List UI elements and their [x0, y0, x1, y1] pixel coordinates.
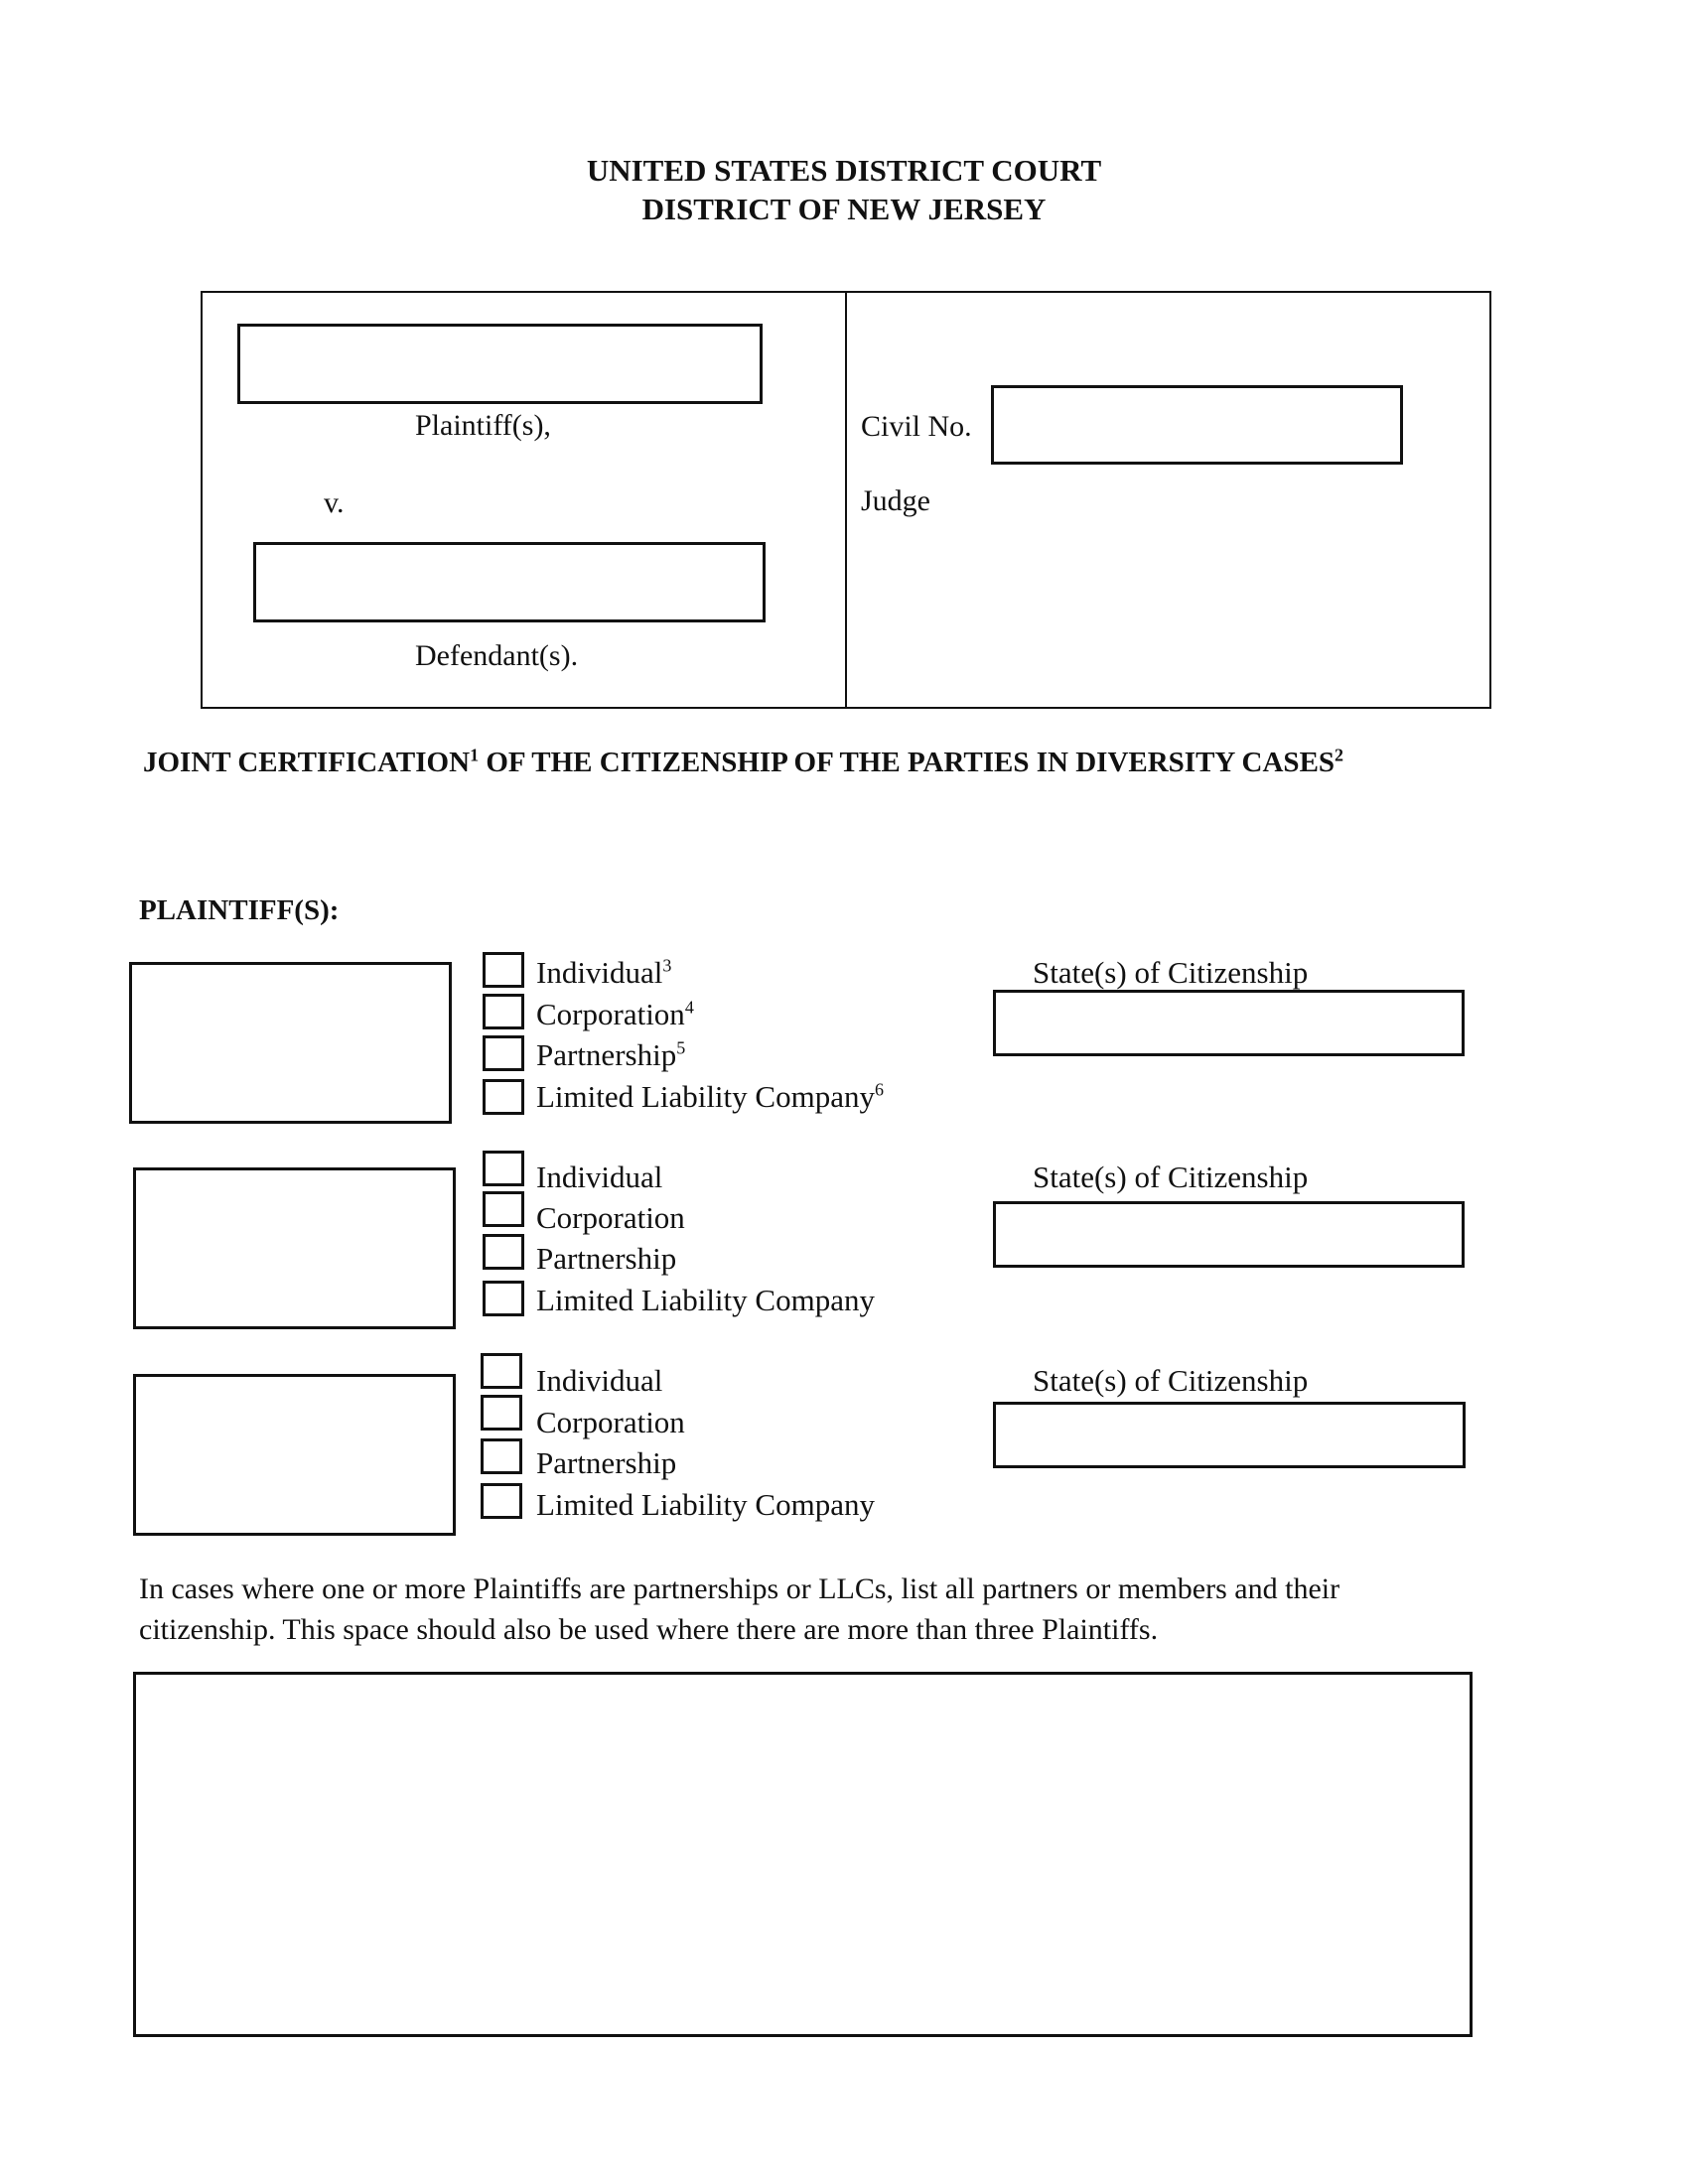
- plaintiff-1-name-field[interactable]: [129, 962, 452, 1124]
- plaintiff-3-corporation-checkbox[interactable]: [481, 1395, 522, 1431]
- plaintiff-2-name-field[interactable]: [133, 1167, 456, 1329]
- plaintiff-3-individual-checkbox[interactable]: [481, 1353, 522, 1389]
- civil-no-label: Civil No.: [861, 410, 972, 443]
- option-text: Limited Liability Company: [536, 1079, 875, 1114]
- plaintiff-1-partnership-checkbox[interactable]: [483, 1035, 524, 1071]
- option-text: Individual: [536, 955, 663, 990]
- footnote-1: 1: [470, 745, 480, 765]
- civil-no-field[interactable]: [991, 385, 1403, 465]
- plaintiff-1-llc-label: [536, 1079, 884, 1115]
- plaintiff-2-individual-checkbox[interactable]: [483, 1151, 524, 1186]
- court-district: DISTRICT OF NEW JERSEY: [641, 192, 1047, 226]
- plaintiff-2-partnership-label: Partnership: [536, 1241, 677, 1276]
- plaintiff-2-citizenship-label: State(s) of Citizenship: [1033, 1160, 1309, 1194]
- plaintiff-3-citizenship-label: State(s) of Citizenship: [1033, 1363, 1309, 1398]
- defendant-name-field[interactable]: [253, 542, 766, 622]
- footnote-5: 5: [676, 1037, 686, 1058]
- plaintiff-3-partnership-checkbox[interactable]: [481, 1438, 522, 1474]
- option-text: Corporation: [536, 997, 685, 1031]
- plaintiff-name-field[interactable]: [237, 324, 763, 404]
- plaintiff-2-llc-label: Limited Liability Company: [536, 1283, 875, 1317]
- plaintiff-2-partnership-checkbox[interactable]: [483, 1234, 524, 1270]
- plaintiff-3-llc-label: Limited Liability Company: [536, 1487, 875, 1522]
- plaintiff-1-citizenship-field[interactable]: [993, 990, 1465, 1056]
- defendant-label: Defendant(s).: [415, 639, 579, 672]
- caption-divider: [845, 291, 847, 709]
- plaintiff-1-individual-checkbox[interactable]: [483, 952, 524, 988]
- plaintiff-3-citizenship-field[interactable]: [993, 1402, 1466, 1468]
- plaintiffs-heading: PLAINTIFF(S):: [139, 894, 340, 926]
- plaintiff-1-individual-label: [536, 955, 671, 991]
- footnote-3: 3: [662, 955, 672, 976]
- plaintiff-3-individual-label: Individual: [536, 1363, 663, 1398]
- plaintiff-1-corporation-label: [536, 997, 694, 1032]
- partners-members-textarea[interactable]: [133, 1672, 1473, 2037]
- plaintiff-3-llc-checkbox[interactable]: [481, 1483, 522, 1519]
- plaintiff-3-name-field[interactable]: [133, 1374, 456, 1536]
- plaintiff-1-llc-checkbox[interactable]: [483, 1079, 524, 1115]
- form-title-part1: JOINT CERTIFICATION: [143, 747, 471, 778]
- judge-label: Judge: [861, 484, 930, 517]
- versus-label: v.: [324, 486, 345, 519]
- footnote-4: 4: [684, 997, 694, 1018]
- instructions-line-1: In cases where one or more Plaintiffs are partnerships or LLCs, list all partners or members and their: [139, 1572, 1340, 1605]
- plaintiff-2-corporation-checkbox[interactable]: [483, 1191, 524, 1227]
- plaintiff-1-corporation-checkbox[interactable]: [483, 994, 524, 1029]
- footnote-2: 2: [1335, 745, 1344, 765]
- plaintiff-3-partnership-label: Partnership: [536, 1445, 677, 1480]
- plaintiff-2-citizenship-field[interactable]: [993, 1201, 1465, 1268]
- option-text: Partnership: [536, 1037, 677, 1072]
- plaintiff-3-corporation-label: Corporation: [536, 1405, 685, 1439]
- form-title: [143, 747, 1343, 779]
- plaintiff-2-corporation-label: Corporation: [536, 1200, 685, 1235]
- court-name: UNITED STATES DISTRICT COURT: [586, 153, 1102, 188]
- plaintiff-label: Plaintiff(s),: [415, 409, 551, 442]
- plaintiff-1-partnership-label: [536, 1037, 685, 1073]
- form-title-part2: OF THE CITIZENSHIP OF THE PARTIES IN DIVERSITY CASES: [479, 747, 1336, 778]
- instructions-line-2: citizenship. This space should also be used where there are more than three Plaintiffs.: [139, 1613, 1159, 1646]
- plaintiff-1-citizenship-label: State(s) of Citizenship: [1033, 955, 1309, 990]
- footnote-6: 6: [874, 1079, 884, 1100]
- plaintiff-2-individual-label: Individual: [536, 1160, 663, 1194]
- plaintiff-2-llc-checkbox[interactable]: [483, 1281, 524, 1316]
